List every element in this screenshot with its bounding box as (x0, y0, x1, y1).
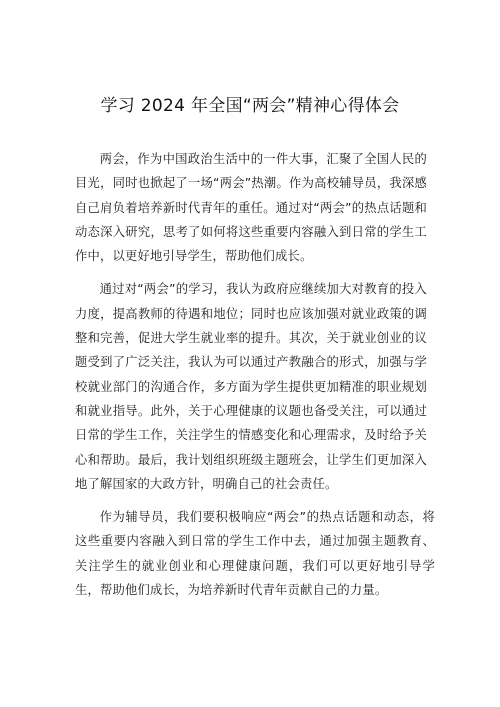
paragraph-2: 通过对“两会”的学习，我认为政府应继续加大对教育的投入力度，提高教师的待遇和地位；同时也应该加强对就业政策的调整和完善，促进大学生就业率的提升。其次，关于就业创业的议题受到了广泛关注，我认为可以通过产教融合的形式，加强与学校就业部门的沟通合作，多方面为学生提供更加精准的职业规划和就业指导。此外，关于心理健康的议题也备受关注，可以通过日常的学生工作，关注学生的情感变化和心理需求，及时给予关心和帮助。最后，我计划组织班级主题班会，让学生们更加深入地了解国家的大政方针，明确自己的社会责任。 (75, 282, 427, 491)
document-body (75, 147, 435, 611)
paragraph-3: 作为辅导员，我们要积极响应“两会”的热点话题和动态，将这些重要内容融入到日常的学生工作中去，通过加强主题教育、关注学生的就业创业和心理健康问题，我们可以更好地引导学生，帮助他们成长，为培养新时代青年贡献自己的力量。 (75, 510, 435, 598)
paragraph-1: 两会，作为中国政治生活中的一件大事，汇聚了全国人民的目光，同时也掀起了一场“两会”热潮。作为高校辅导员，我深感自己肩负着培养新时代青年的重任。通过对“两会”的热点话题和动态深入研究，思考了如何将这些重要内容融入到日常的学生工作中，以更好地引导学生，帮助他们成长。 (75, 152, 427, 264)
document-title: 学习 2024 年全国“两会”精神心得体会 (100, 96, 400, 116)
